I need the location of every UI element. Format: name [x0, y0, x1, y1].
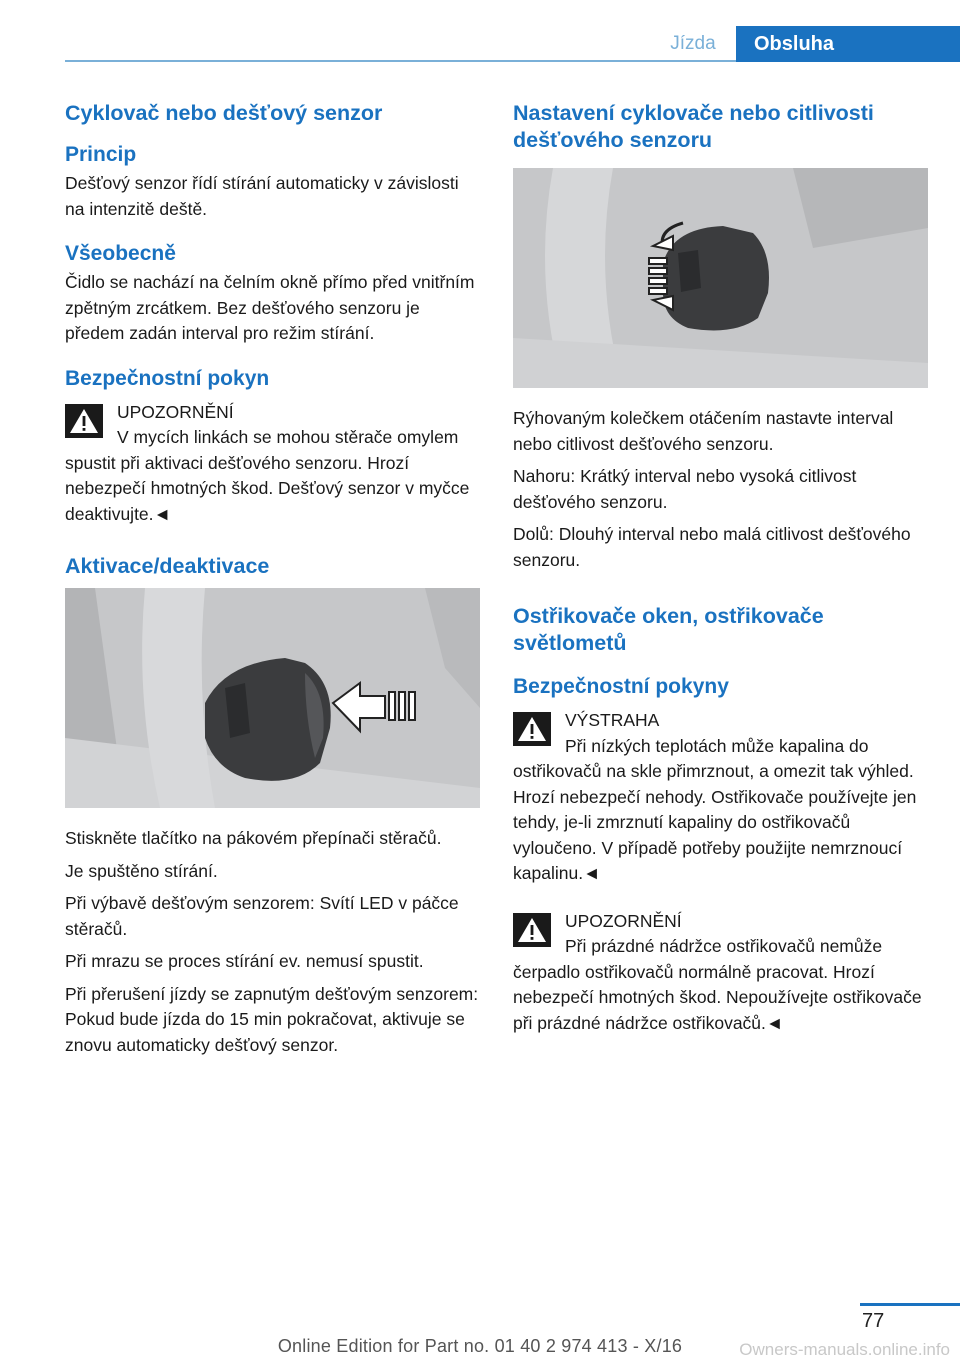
- watermark: Owners-manuals.online.info: [739, 1340, 950, 1359]
- heading-safety: Bezpečnostní pokyn: [65, 366, 270, 390]
- footer-rule: [860, 1303, 960, 1306]
- text-wiping-started: Je spuštěno stírání.: [65, 860, 218, 881]
- warning-block: [65, 400, 480, 528]
- text-wheel: Rýhovaným kolečkem otáčením nastavte interval nebo citlivost dešťového senzoru.: [513, 408, 894, 454]
- warning-label-2: UPOZORNĚNÍ: [565, 910, 682, 931]
- section-title-interval: Nastavení cyklovače nebo citlivosti dešťového senzoru: [513, 101, 874, 152]
- text-press-button: Stiskněte tlačítko na pákovém přepínači stěračů.: [65, 828, 442, 848]
- heading-washers: Ostřikovače oken, ostřikovače světlometů: [513, 604, 824, 655]
- warning-text-2: Při prázdné nádržce ostřikovačů nemůže čerpadlo ostřikovačů normálně pracovat. Hrozí nebezpečí hmotných škod. Nepoužívejte ostřikovače při prázdné nádržce ostřikovačů.◄: [513, 936, 922, 1033]
- warning-triangle-icon: [65, 404, 103, 438]
- warning-triangle-icon: [513, 913, 551, 947]
- footer-edition: Online Edition for Part no. 01 40 2 974 413 - X/16: [277, 1336, 683, 1356]
- text-princip: Dešťový senzor řídí stírání automaticky v závislosti na intenzitě deště.: [65, 173, 459, 219]
- wiper-wheel-photo: [513, 168, 928, 388]
- warning-label: UPOZORNĚNÍ: [117, 401, 234, 422]
- warning-text: V mycích linkách se mohou stěrače omylem spustit při aktivaci dešťového senzoru. Hrozí nebezpečí hmotných škod. Dešťový senzor v myčce deaktivujte.◄: [65, 427, 470, 524]
- warning-text-1: Při nízkých teplotách může kapalina do ostřikovačů na skle přimrznout, a omezit tak výhled. Hrozí nebezpečí nehody. Ostřikovače používejte jen tehdy, je-li zmrznutí kapaliny do ostřikovačů vyloučeno. V případě potřeby použijte nemrznoucí kapalinu.◄: [513, 735, 917, 883]
- warning-block-2: [513, 909, 928, 1037]
- page-number: 77: [862, 1310, 885, 1332]
- heading-vseobecne: Všeobecně: [65, 242, 176, 265]
- text-down: Dolů: Dlouhý interval nebo malá citlivost dešťového senzoru.: [513, 524, 911, 570]
- wiper-lever-button-photo: [65, 588, 480, 808]
- tab-obsluha[interactable]: Obsluha: [736, 26, 960, 62]
- text-frost: Při mrazu se proces stírání ev. nemusí spustit.: [65, 951, 424, 971]
- tab-jizda[interactable]: Jízda: [670, 33, 716, 54]
- text-led: Při výbavě dešťovým senzorem: Svítí LED v páčce stěračů.: [65, 893, 459, 939]
- heading-activation: Aktivace/deaktivace: [65, 554, 270, 578]
- heading-princip: Princip: [65, 143, 137, 166]
- warning-triangle-icon: [513, 712, 551, 746]
- warning-label-1: VÝSTRAHA: [565, 710, 660, 730]
- text-vseobecne: Čidlo se nachází na čelním okně přímo před vnitřním zpětným zrcátkem. Bez dešťového senzoru je předem zadán interval pro režim stírání.: [65, 272, 475, 343]
- text-interruption: Při přerušení jízdy se zapnutým dešťovým senzorem: Pokud bude jízda do 15 min pokračovat, aktivuje se znovu automaticky dešťový senzor.: [65, 983, 479, 1055]
- text-up: Nahoru: Krátký interval nebo vysoká citlivost dešťového senzoru.: [513, 466, 857, 512]
- section-title-rain-sensor: Cyklovač nebo dešťový senzor: [65, 101, 383, 125]
- warning-block-1: [513, 708, 928, 887]
- right-column: [513, 100, 928, 1054]
- heading-safety-right: Bezpečnostní pokyny: [513, 675, 729, 698]
- left-column: [65, 100, 480, 1065]
